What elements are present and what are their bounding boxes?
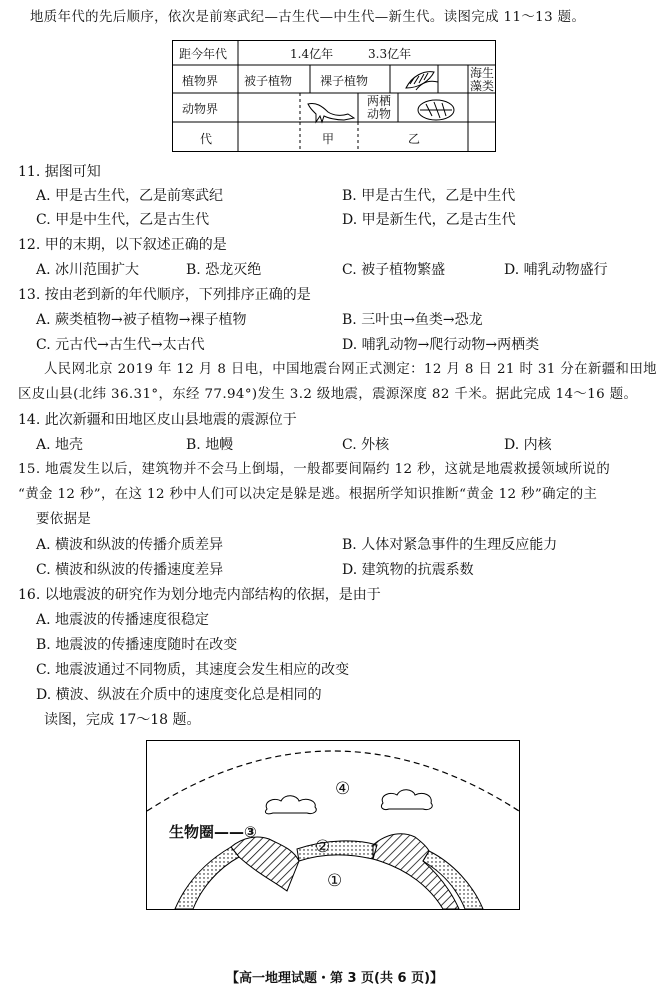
q12-stem: 12. 甲的末期，以下叙述正确的是 [18,237,227,253]
crust-band-left [175,847,239,909]
q16-stem: 16. 以地震波的研究作为划分地壳内部结构的依据，是由于 [18,587,381,603]
q16-option-b: B. 地震波的传播速度随时在改变 [36,637,238,653]
biosphere-label: 生物圈——③ [169,823,257,841]
marker-4: ④ [335,779,351,799]
row-label-age: 距今年代 [179,47,228,61]
age-label-1: 1.4亿年 [290,47,334,61]
q14-option-a: A. 地壳 [36,437,84,453]
row-label-animals: 动物界 [182,102,219,116]
q16-option-a: A. 地震波的传播速度很稳定 [36,612,210,628]
q13-option-b: B. 三叶虫→鱼类→恐龙 [342,312,483,328]
q14-option-d: D. 内核 [504,437,552,453]
q11-option-b: B. 甲是古生代，乙是中生代 [342,188,516,204]
news-line-2: 区皮山县(北纬 36.31°，东经 77.94°)发生 3.2 级地震，震源深度 82 千米。据此完成 14～16 题。 [18,387,638,402]
earth-spheres-figure [146,740,520,910]
plant-algae: 海生藻类 [469,66,494,93]
row-label-plants: 植物界 [182,74,219,88]
intro-text: 地质年代的先后顺序，依次是前寒武纪—古生代—中生代—新生代。读图完成 11～13 题。 [30,10,586,25]
q13-option-d: D. 哺乳动物→爬行动物→两栖类 [342,337,540,353]
q16-option-d: D. 横波、纵波在介质中的速度变化总是相同的 [36,687,322,703]
q12-option-d: D. 哺乳动物盛行 [504,262,608,278]
q12-option-a: A. 冰川范围扩大 [36,262,140,278]
row-label-era: 代 [200,132,213,146]
fossil-illustration [418,100,454,120]
cloud-left [265,796,316,814]
read-prompt: 读图，完成 17～18 题。 [44,712,201,728]
q15-option-b: B. 人体对紧急事件的生理反应能力 [342,537,558,553]
q16-option-c: C. 地震波通过不同物质，其速度会发生相应的改变 [36,662,350,678]
q12-option-c: C. 被子植物繁盛 [342,262,446,278]
dinosaur-illustration [308,103,354,122]
news-line-1: 人民网北京 2019 年 12 月 8 日电，中国地震台网正式测定：12 月 8 日 21 时 31 分在新疆和田地 [44,362,657,377]
q15-stem-line-3: 要依据是 [36,512,92,527]
fern-illustration [406,72,438,90]
q14-option-c: C. 外核 [342,437,390,453]
atmosphere-boundary [147,751,519,811]
q13-option-c: C. 元古代→古生代→太古代 [36,337,205,353]
page-footer: 【高一地理试题・第 3 页(共 6 页)】 [225,971,444,986]
q15-stem-line-2: “黄金 12 秒”，在这 12 秒中人们可以决定是躲是逃。根据所学知识推断“黄金 12 秒”确定的主 [18,487,598,502]
geologic-time-table [172,40,496,152]
q11-option-d: D. 甲是新生代，乙是古生代 [342,212,516,228]
q15-option-c: C. 横波和纵波的传播速度差异 [36,562,224,578]
cloud-right [381,790,432,810]
q13-stem: 13. 按由老到新的年代顺序，下列排序正确的是 [18,287,311,303]
q12-option-b: B. 恐龙灭绝 [186,262,262,278]
q11-stem: 11. 据图可知 [18,164,101,180]
q15-option-d: D. 建筑物的抗震系数 [342,562,474,578]
marker-1: ① [327,871,343,891]
plant-angiosperm: 被子植物 [244,74,293,88]
marker-2: ② [315,837,331,857]
q14-option-b: B. 地幔 [186,437,234,453]
q11-option-a: A. 甲是古生代，乙是前寒武纪 [36,188,224,204]
plant-gymnosperm: 裸子植物 [320,74,369,88]
era-yi: 乙 [408,132,421,146]
q15-stem-line-1: 15. 地震发生以后，建筑物并不会马上倒塌，一般都要间隔约 12 秒，这就是地震救援领域所说的 [18,462,611,477]
q13-option-a: A. 蕨类植物→被子植物→裸子植物 [36,312,247,328]
mountain-left [231,837,299,891]
water-body [297,841,377,861]
era-jia: 甲 [322,132,335,146]
q11-option-c: C. 甲是中生代，乙是古生代 [36,212,210,228]
q15-option-a: A. 横波和纵波的传播介质差异 [36,537,224,553]
animal-amphibian: 两栖动物 [366,94,391,121]
age-label-2: 3.3亿年 [368,47,412,61]
q14-stem: 14. 此次新疆和田地区皮山县地震的震源位于 [18,412,297,428]
